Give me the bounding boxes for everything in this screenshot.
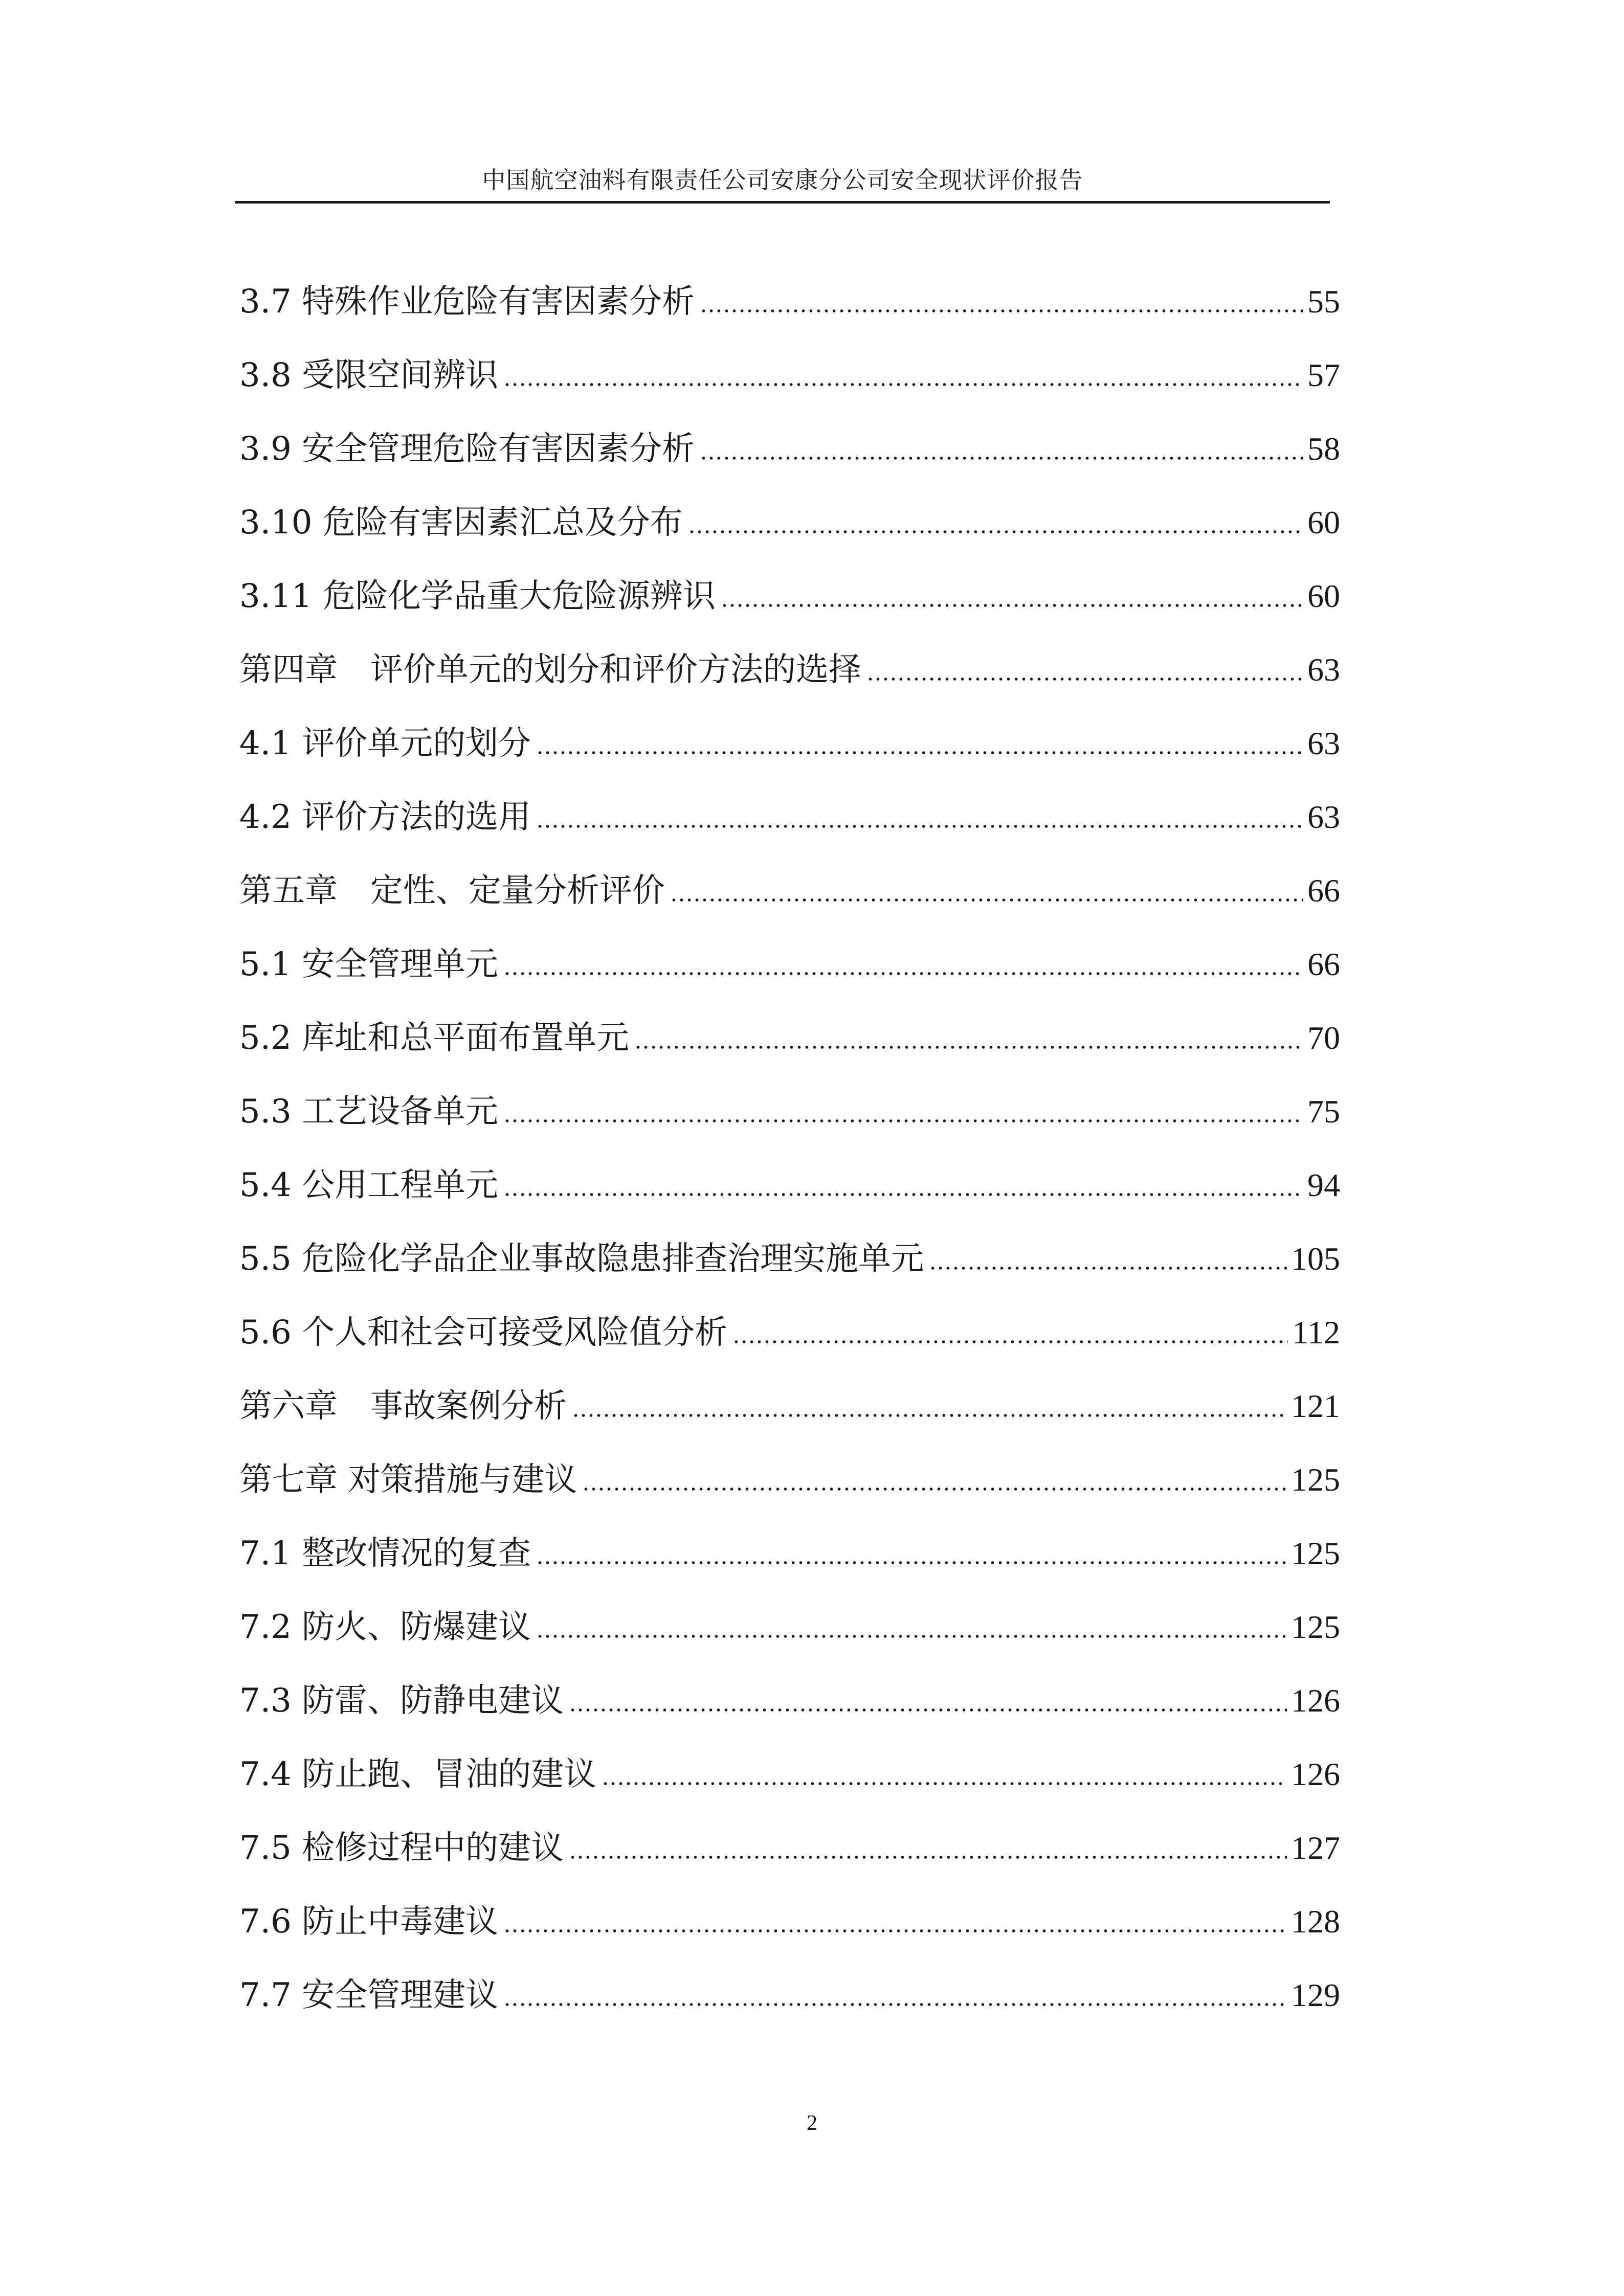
toc-entry-label: 第五章 定性、定量分析评价 <box>239 872 665 910</box>
dot-leader <box>503 1191 1303 1198</box>
toc-entry-label: 5.2 库址和总平面布置单元 <box>239 1019 630 1057</box>
toc-entry-page: 57 <box>1307 357 1340 393</box>
report-title: 中国航空油料有限责任公司安康分公司安全现状评价报告 <box>482 166 1083 194</box>
dot-leader <box>503 1928 1287 1934</box>
toc-entry-page: 66 <box>1307 872 1340 909</box>
toc-entry-label: 7.1 整改情况的复查 <box>239 1535 531 1572</box>
toc-entry-page: 94 <box>1307 1167 1340 1203</box>
toc-entry-label: 3.11 危险化学品重大危险源辨识 <box>239 577 716 615</box>
toc-entry-page: 125 <box>1291 1461 1340 1498</box>
toc-entry[interactable] <box>239 566 1340 617</box>
toc-entry-page: 105 <box>1291 1241 1340 1277</box>
dot-leader <box>569 1707 1287 1713</box>
page-header <box>235 0 1330 205</box>
toc-entry-page: 112 <box>1292 1314 1340 1350</box>
toc-entry-page: 128 <box>1291 1903 1340 1940</box>
dot-leader <box>572 1412 1287 1419</box>
toc-entry[interactable] <box>239 492 1340 543</box>
toc-entry[interactable] <box>239 1007 1340 1059</box>
dot-leader <box>503 1118 1303 1124</box>
toc-entry[interactable] <box>239 860 1340 911</box>
dot-leader <box>602 1781 1287 1787</box>
toc-entry[interactable] <box>239 345 1340 396</box>
dot-leader <box>582 1486 1287 1492</box>
dot-leader <box>866 676 1303 682</box>
toc-entry-label: 4.2 评价方法的选用 <box>239 798 531 836</box>
dot-leader <box>670 897 1303 903</box>
toc-entry[interactable] <box>239 271 1340 322</box>
toc-entry[interactable] <box>239 1155 1340 1206</box>
dot-leader <box>536 1560 1287 1566</box>
toc-entry-page: 126 <box>1291 1756 1340 1792</box>
dot-leader <box>536 823 1303 829</box>
toc-entry-label: 3.7 特殊作业危险有害因素分析 <box>239 283 695 321</box>
toc-entry-label: 3.8 受限空间辨识 <box>239 356 499 394</box>
dot-leader <box>503 381 1303 388</box>
page-number: 2 <box>807 2111 817 2135</box>
toc-entry[interactable] <box>239 1670 1340 1721</box>
toc-entry[interactable] <box>239 1891 1340 1942</box>
dot-leader <box>929 1265 1287 1271</box>
toc-entry-page: 58 <box>1307 431 1340 467</box>
toc-entry[interactable] <box>239 1081 1340 1132</box>
toc-entry-page: 75 <box>1307 1093 1340 1130</box>
dot-leader <box>536 750 1303 756</box>
toc-entry-page: 63 <box>1307 651 1340 688</box>
toc-entry-page: 126 <box>1291 1682 1340 1719</box>
toc-entry-label: 第六章 事故案例分析 <box>239 1387 567 1425</box>
toc-entry-label: 5.5 危险化学品企业事故隐患排查治理实施单元 <box>239 1240 924 1278</box>
toc-entry[interactable] <box>239 1965 1340 2016</box>
dot-leader <box>700 308 1303 314</box>
toc-entry[interactable] <box>239 418 1340 469</box>
toc-entry-page: 125 <box>1291 1609 1340 1645</box>
toc-entry-label: 7.4 防止跑、冒油的建议 <box>239 1755 597 1793</box>
toc-entry[interactable] <box>239 786 1340 838</box>
toc-entry[interactable] <box>239 1228 1340 1279</box>
toc-entry-label: 5.3 工艺设备单元 <box>239 1093 499 1131</box>
toc-entry[interactable] <box>239 1523 1340 1574</box>
toc-entry[interactable] <box>239 1376 1340 1427</box>
toc-entry-label: 7.2 防火、防爆建议 <box>239 1608 531 1646</box>
toc-entry-label: 第四章 评价单元的划分和评价方法的选择 <box>239 651 861 689</box>
dot-leader <box>503 971 1303 977</box>
toc-entry-page: 63 <box>1307 725 1340 761</box>
toc-entry-label: 5.1 安全管理单元 <box>239 946 499 983</box>
toc-entry[interactable] <box>239 1596 1340 1648</box>
toc-entry[interactable] <box>239 934 1340 985</box>
toc-entry[interactable] <box>239 1744 1340 1795</box>
toc-entry-label: 第七章 对策措施与建议 <box>239 1461 577 1499</box>
toc-entry-label: 5.4 公用工程单元 <box>239 1166 499 1204</box>
toc-entry-label: 7.7 安全管理建议 <box>239 1976 499 2014</box>
dot-leader <box>700 455 1303 461</box>
toc-entry[interactable] <box>239 1817 1340 1869</box>
toc-entry[interactable] <box>239 639 1340 690</box>
toc-entry-page: 127 <box>1291 1830 1340 1866</box>
toc-entry-page: 55 <box>1307 283 1340 320</box>
dot-leader <box>503 2001 1287 2008</box>
toc-entry-label: 7.5 检修过程中的建议 <box>239 1829 564 1867</box>
dot-leader <box>634 1044 1303 1050</box>
toc-entry-page: 63 <box>1307 799 1340 835</box>
toc-entry-page: 70 <box>1307 1020 1340 1056</box>
toc-entry-page: 60 <box>1307 578 1340 614</box>
toc-entry-label: 4.1 评价单元的划分 <box>239 725 531 762</box>
dot-leader <box>569 1854 1287 1860</box>
toc-entry-label: 3.10 危险有害因素汇总及分布 <box>239 504 683 542</box>
toc-entry-label: 7.3 防雷、防静电建议 <box>239 1682 564 1720</box>
toc-entry-page: 60 <box>1307 504 1340 541</box>
dot-leader <box>732 1339 1288 1345</box>
dot-leader <box>721 602 1303 609</box>
toc-entry[interactable] <box>239 713 1340 764</box>
dot-leader <box>536 1633 1287 1639</box>
toc-entry-label: 5.6 个人和社会可接受风险值分析 <box>239 1314 728 1352</box>
toc-entry-page: 66 <box>1307 946 1340 982</box>
toc-entry-page: 125 <box>1291 1535 1340 1571</box>
toc-entry[interactable] <box>239 1449 1340 1500</box>
toc-entry-label: 7.6 防止中毒建议 <box>239 1903 499 1941</box>
toc-entry-page: 129 <box>1291 1977 1340 2013</box>
toc-entry-label: 3.9 安全管理危险有害因素分析 <box>239 430 695 468</box>
toc-entry-page: 121 <box>1291 1388 1340 1424</box>
toc-entry[interactable] <box>239 1302 1340 1353</box>
dot-leader <box>688 529 1303 535</box>
header-divider <box>235 201 1330 204</box>
